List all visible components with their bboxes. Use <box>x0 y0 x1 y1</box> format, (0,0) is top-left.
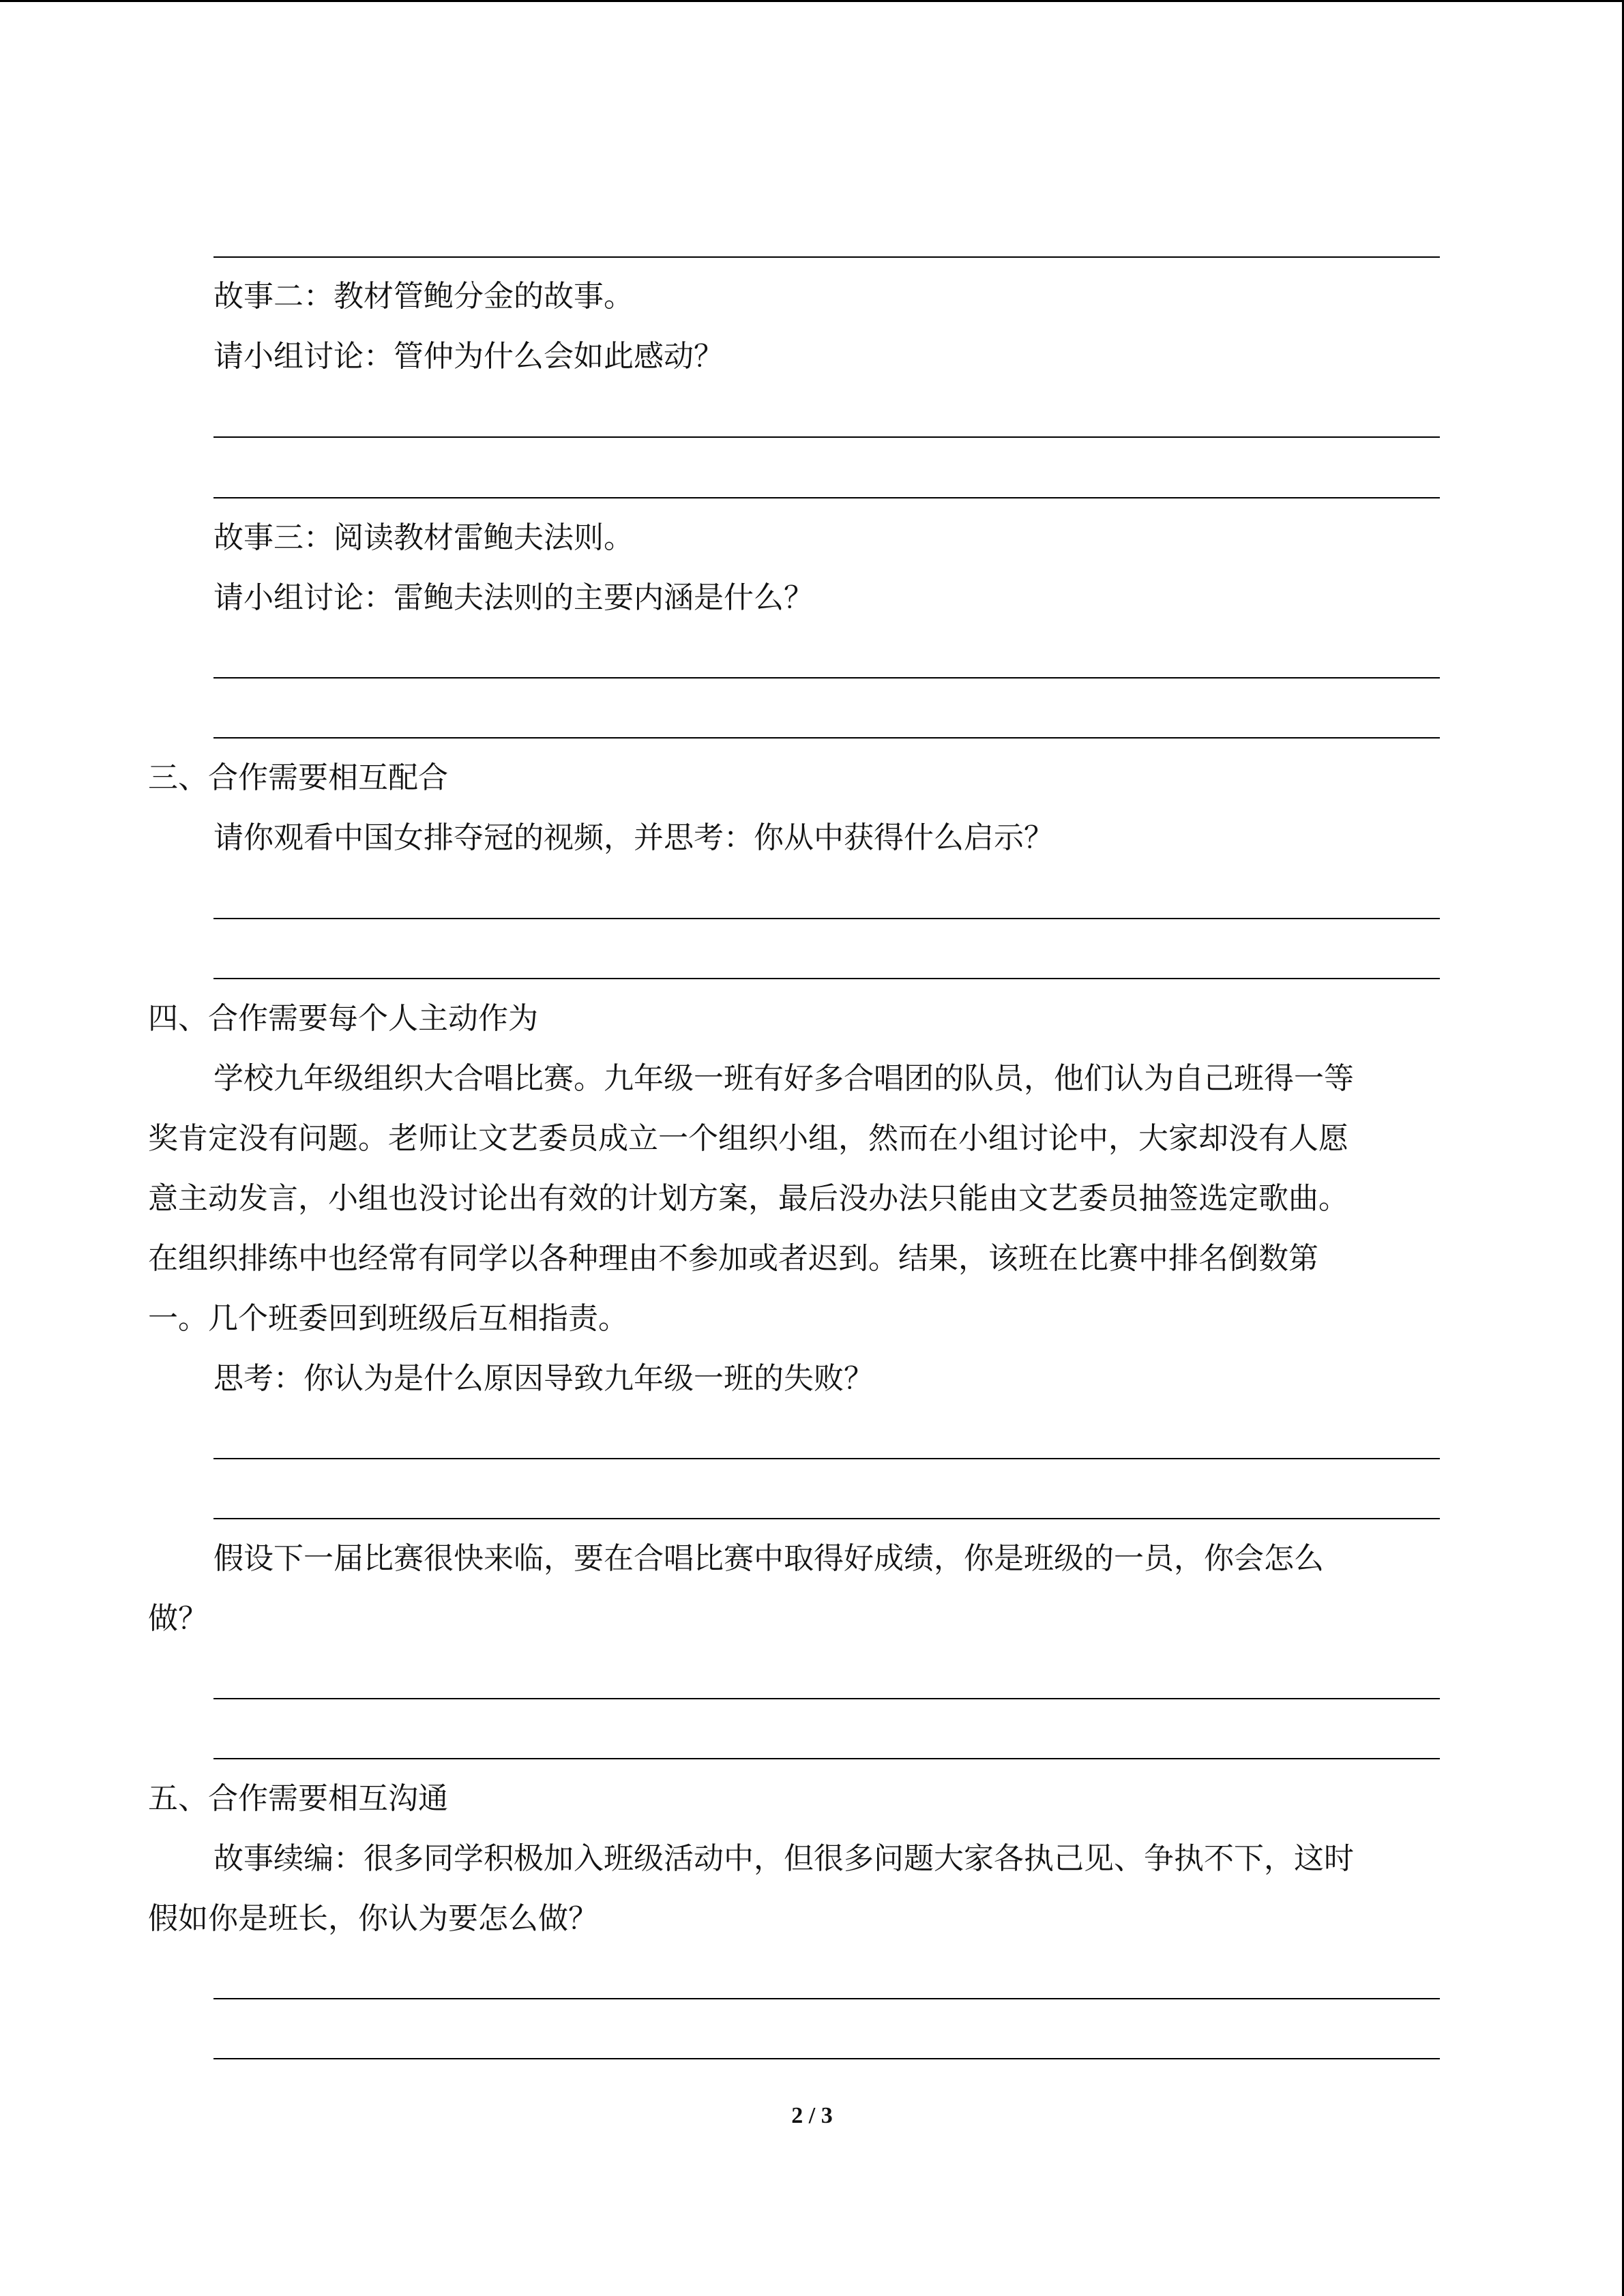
story3-title: 故事三：阅读教材雷鲍夫法则。 <box>213 520 634 555</box>
answer-line[interactable] <box>213 1758 1440 1759</box>
passage-line: 奖肯定没有问题。老师让文艺委员成立一个组织小组，然而在小组讨论中，大家却没有人愿 <box>148 1121 1348 1156</box>
passage-line: 意主动发言，小组也没讨论出有效的计划方案，最后没办法只能由文艺委员抽签选定歌曲。 <box>148 1181 1348 1216</box>
answer-line[interactable] <box>213 978 1440 979</box>
section4-question2: 假设下一届比赛很快来临，要在合唱比赛中取得好成绩，你是班级的一员，你会怎么 <box>213 1541 1324 1576</box>
answer-line[interactable] <box>213 737 1440 739</box>
section4-question2-cont: 做？ <box>148 1601 208 1636</box>
page-number: 2 / 3 <box>791 2103 833 2128</box>
answer-line[interactable] <box>213 1998 1440 1999</box>
story3-question: 请小组讨论：雷鲍夫法则的主要内涵是什么？ <box>213 580 814 615</box>
answer-line[interactable] <box>213 256 1440 258</box>
story2-question: 请小组讨论：管仲为什么会如此感动？ <box>213 339 724 374</box>
section3-heading: 三、合作需要相互配合 <box>148 760 448 795</box>
passage-line: 学校九年级组织大合唱比赛。九年级一班有好多合唱团的队员，他们认为自己班得一等 <box>213 1061 1354 1096</box>
passage-line: 一。几个班委回到班级后互相指责。 <box>148 1301 628 1336</box>
section5-prompt: 故事续编：很多同学积极加入班级活动中，但很多问题大家各执己见、争执不下，这时 <box>213 1841 1354 1876</box>
answer-line[interactable] <box>213 497 1440 498</box>
section5-prompt-cont: 假如你是班长，你认为要怎么做？ <box>148 1901 598 1936</box>
section3-prompt: 请你观看中国女排夺冠的视频，并思考：你从中获得什么启示？ <box>213 820 1054 855</box>
answer-line[interactable] <box>213 1458 1440 1459</box>
answer-line[interactable] <box>213 1518 1440 1519</box>
passage-line: 在组织排练中也经常有同学以各种理由不参加或者迟到。结果，该班在比赛中排名倒数第 <box>148 1241 1318 1276</box>
answer-line[interactable] <box>213 1698 1440 1699</box>
section4-heading: 四、合作需要每个人主动作为 <box>148 1001 538 1036</box>
answer-line[interactable] <box>213 677 1440 679</box>
section5-heading: 五、合作需要相互沟通 <box>148 1781 448 1816</box>
answer-line[interactable] <box>213 2058 1440 2059</box>
answer-line[interactable] <box>213 436 1440 438</box>
story2-title: 故事二：教材管鲍分金的故事。 <box>213 279 634 314</box>
answer-line[interactable] <box>213 918 1440 919</box>
section4-question1: 思考：你认为是什么原因导致九年级一班的失败？ <box>213 1361 874 1396</box>
